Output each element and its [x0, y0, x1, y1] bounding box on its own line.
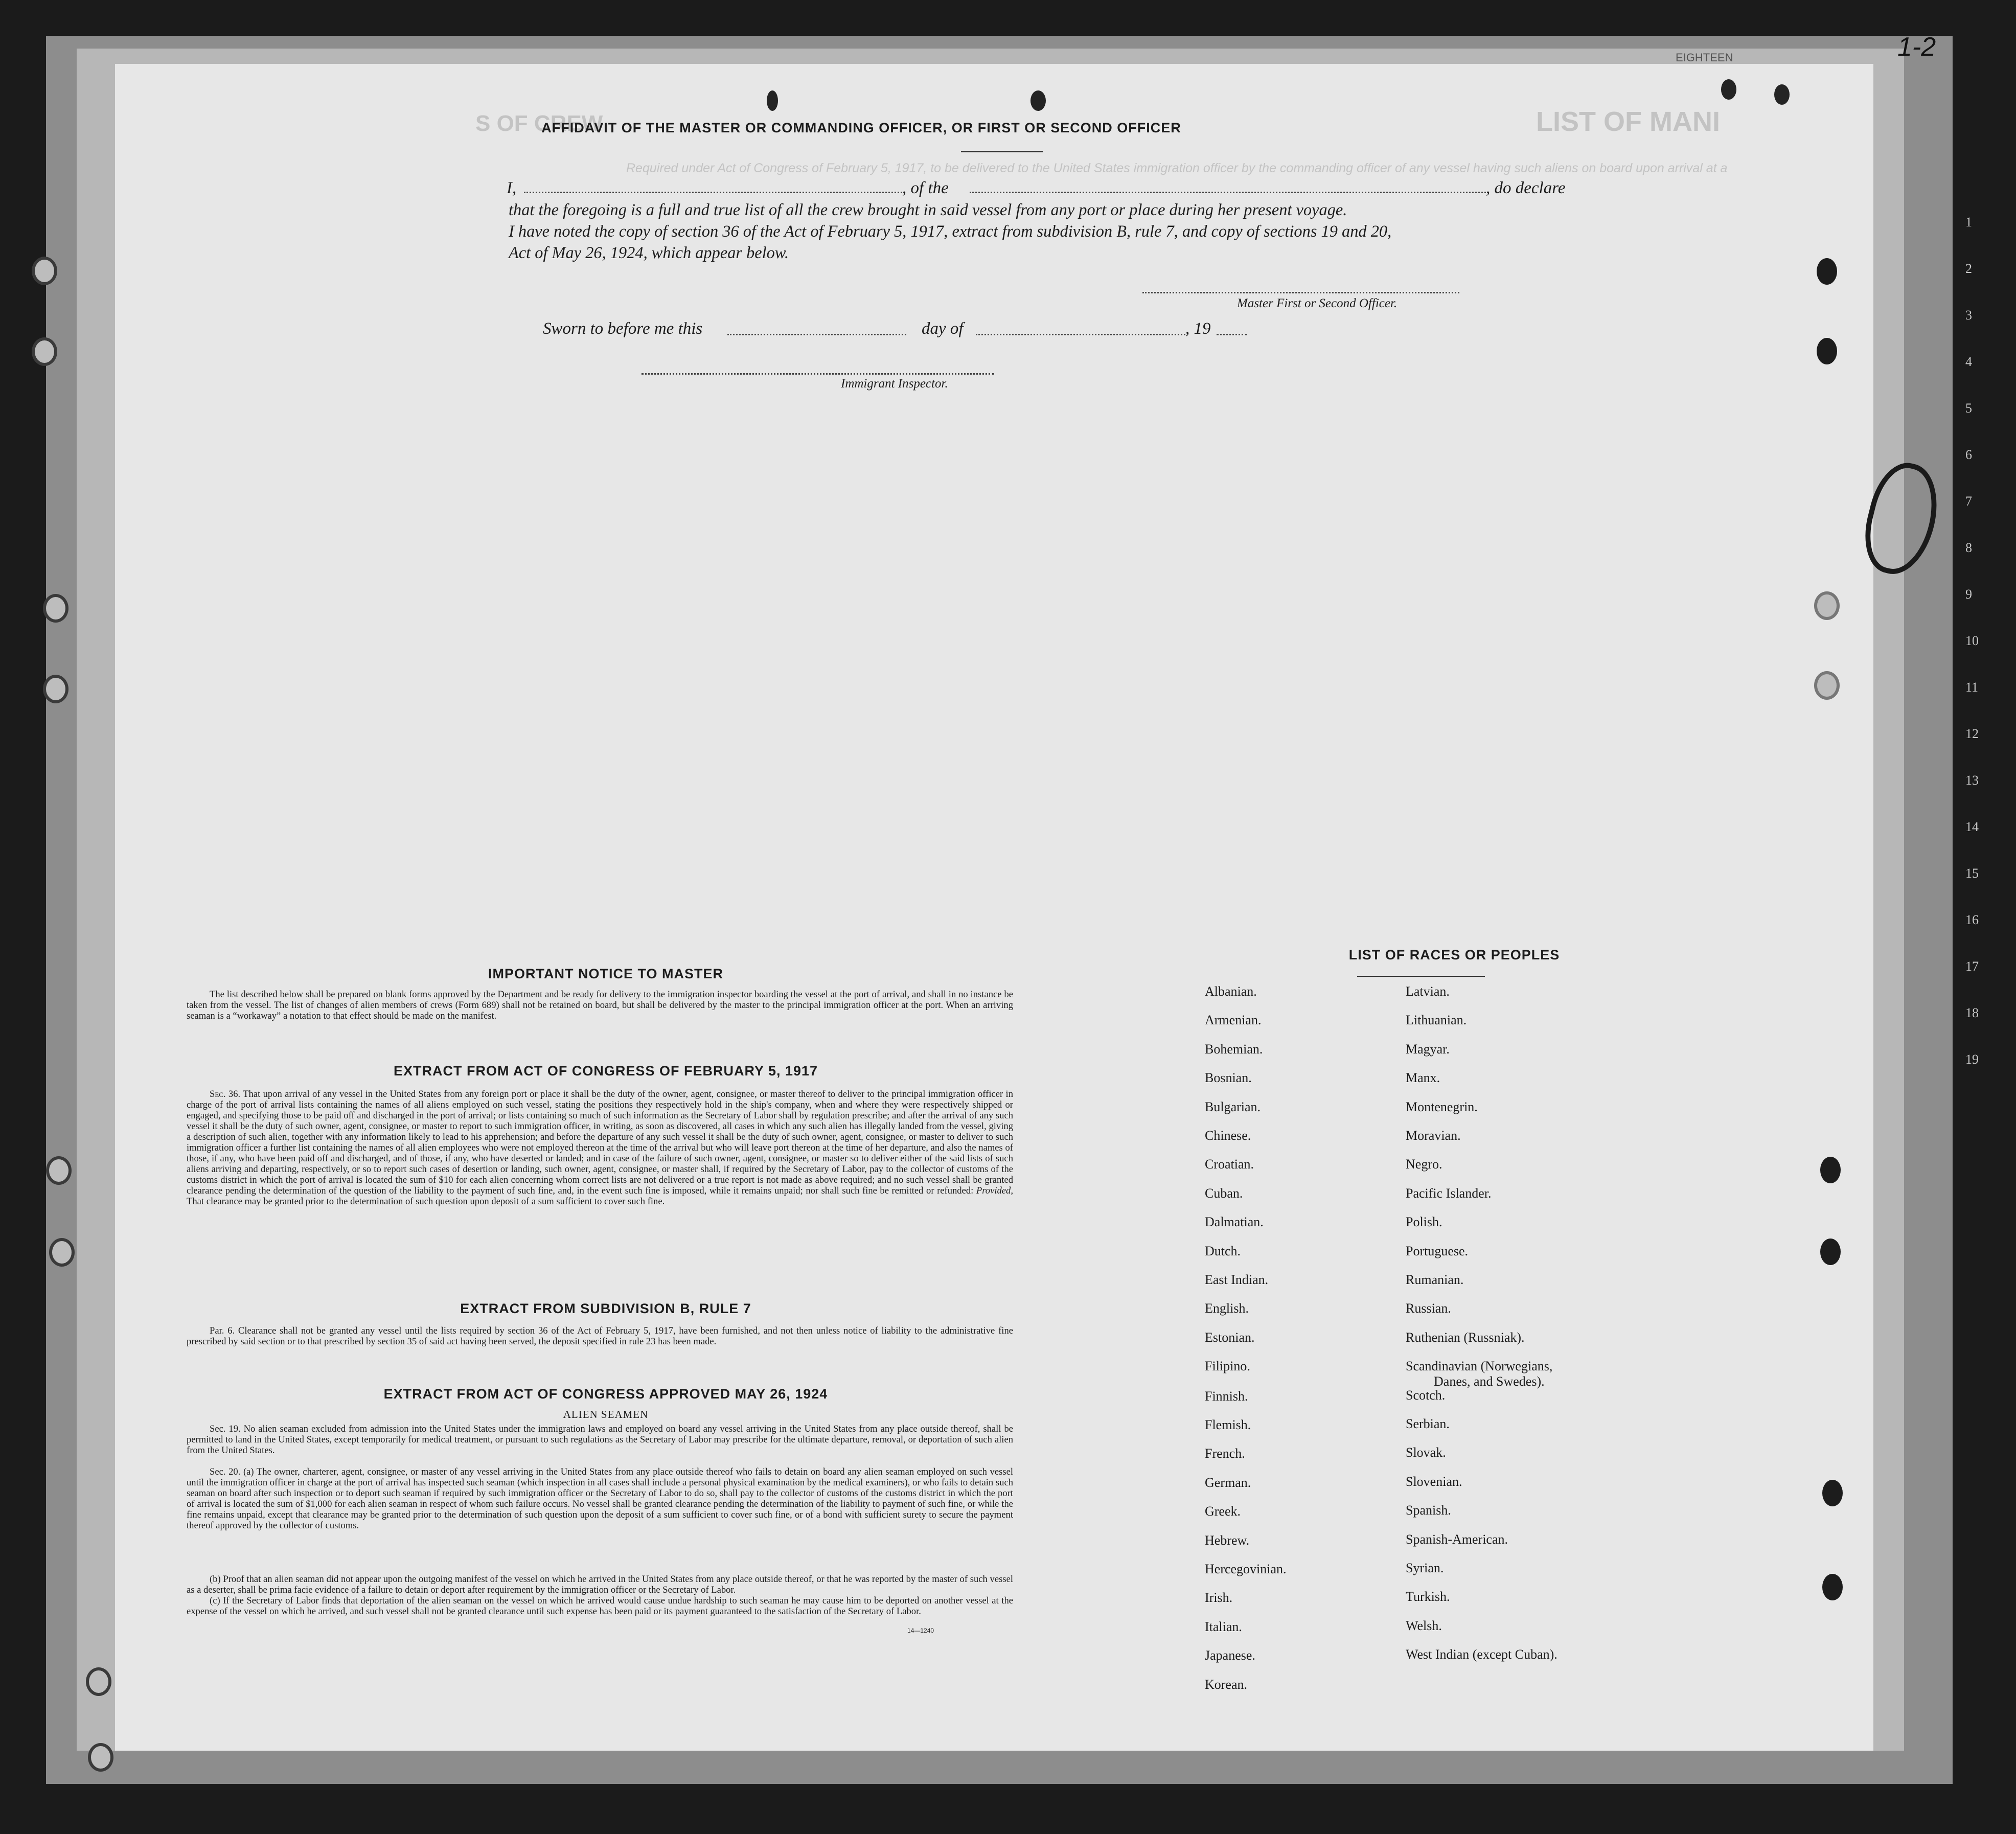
name-blank: [524, 192, 902, 193]
race-item: English.: [1205, 1301, 1249, 1316]
bleed-through-row-number: 17: [1965, 959, 1979, 974]
act-1924-sec-20a: Sec. 20. (a) The owner, charterer, agent, consignee, or master of any vessel arriving in the United States from any place outside thereof who fails to detain on board any alien seaman employed on such vessel until the immigration officer in charge at the port of arrival has inspected such seaman (which inspection in all cases shall include a personal physical examination by the medical examiners), or who fails to detain such seaman on board after such inspection or to deport such seaman if required by such immigration officer or the Secretary of Labor to do so, shall pay to the collector of customs of the customs district in which the port of arrival is located the sum of $1,000 for each alien seaman in respect of whom such failure occurs. No vessel shall be granted clearance pending the determination of the liability to payment of such fine, or while the fine remains unpaid, except that clearance may be granted prior to the determination of such question upon the deposit of a sum sufficient to cover such fine, or of a bond with sufficient surety to secure the payment thereof approved by the collector of customs.: [187, 1466, 1013, 1531]
punch-hole-icon: [1030, 90, 1046, 111]
binder-hole-icon: [46, 1156, 72, 1185]
bleed-through-row-number: 11: [1965, 680, 1979, 695]
race-item: Finnish.: [1205, 1388, 1248, 1404]
master-signature-label: Master First or Second Officer.: [1237, 296, 1398, 310]
race-item: Estonian.: [1205, 1329, 1255, 1345]
race-item: French.: [1205, 1446, 1245, 1461]
race-item: Polish.: [1406, 1214, 1442, 1230]
race-item: Greek.: [1205, 1504, 1241, 1519]
binder-hole-icon: [49, 1238, 75, 1267]
punch-hole-icon: [1814, 591, 1840, 620]
race-item: Rumanian.: [1406, 1272, 1464, 1287]
sworn-day-blank: [727, 334, 906, 335]
race-item: Albanian.: [1205, 984, 1257, 999]
sworn-month-blank: [976, 334, 1185, 335]
affidavit-title: AFFIDAVIT OF THE MASTER OR COMMANDING OFFICER, OR FIRST OR SECOND OFFICER: [541, 120, 1181, 135]
bleed-through-row-number: 8: [1965, 540, 1972, 555]
race-item: Hercegovinian.: [1205, 1562, 1287, 1576]
bleed-through-row-number: 4: [1965, 354, 1972, 369]
binder-hole-icon: [88, 1743, 113, 1772]
corner-note: 1-2: [1897, 32, 1936, 62]
affidavit-line-2: that the foregoing is a full and true list of all the crew brought in said vessel from any port or place during her present voyage.: [509, 201, 1347, 219]
bleed-through-row-number: 13: [1965, 773, 1979, 788]
bleed-through-row-number: 18: [1965, 1005, 1979, 1020]
race-item: Flemish.: [1205, 1417, 1251, 1432]
bleed-header-tag: EIGHTEEN: [1676, 51, 1733, 64]
race-item: Hebrew.: [1205, 1532, 1250, 1548]
bleed-through-row-number: 1: [1965, 215, 1972, 230]
race-item: Slovenian.: [1406, 1474, 1462, 1489]
race-item: Bulgarian.: [1205, 1099, 1261, 1114]
act-1924-sec-20c: (c) If the Secretary of Labor finds that deportation of the alien seaman on the vessel on which he arrived would cause undue hardship to such seaman he may cause him to be deported on another vessel at the expense of the vessel on which he arrived, and such vessel shall not be granted clearance until such expense has been paid or its payment guaranteed to the satisfaction of the Secretary of Labor.: [187, 1595, 1013, 1617]
race-item: Irish.: [1205, 1590, 1233, 1606]
punch-hole-icon: [1820, 1157, 1841, 1183]
race-item: Scotch.: [1406, 1387, 1446, 1403]
race-item: Chinese.: [1205, 1128, 1251, 1143]
race-item: Pacific Islander.: [1406, 1185, 1492, 1201]
affidavit-line-4: Act of May 26, 1924, which appear below.: [509, 244, 789, 262]
binder-hole-icon: [86, 1667, 111, 1696]
bleed-through-title: LIST OF MANI: [1536, 106, 1720, 137]
act-1917-body: That upon arrival of any vessel in the United States from any foreign port or place it shall be the duty of the owner, agent, consignee, or master thereof to deliver to the principal immigration officer in charge of the port of arrival lists containing the names of all aliens employed on such vessel, stating the positions they respectively hold in the ship's company, when and where they were respectively shipped or engaged, and specifying those to be paid off and discharged in the port of arrival; or lists containing so much of such information as the Secretary of Labor shall by regulation prescribe; and after the arrival of any such vessel it shall be the duty of such owner, agent, consignee, or master to report to such immigration officer, in writing, as soon as discovered, all cases in which any such alien has illegally landed from the vessel, giving a description of such alien, together with any information likely to lead to his apprehension; and before the departure of any such vessel it shall be the duty of such owner, agent, consignee, or master to deliver to such immigration officer a further list containing the names of all alien employees who were not employed thereon at the time of the arrival but who will leave port thereon at the time of her departure, and also the names of those, if any, who have been paid off and discharged, and of those, if any, who have deserted or landed; and in case of the failure of such owner, agent, consignee, or master so to deliver either of the said lists of such aliens arriving and departing, respectively, or so to report such cases of desertion or landing, such owner, agent, consignee, or master shall, if required by the Secretary of Labor, pay to the collector of customs of the customs district in which the port of arrival is located the sum of $10 for each alien concerning whom correct lists are not delivered or a true report is not made as above required; and no such vessel shall be granted clearance pending the determination of the question of the liability to the payment of such fine, and, in the event such fine is imposed, while it remains unpaid; nor shall such fine be remitted or refunded:: [187, 1089, 1014, 1196]
races-title-rule: [1357, 976, 1485, 977]
race-item: Dutch.: [1205, 1243, 1241, 1258]
act-1924-sec-19: Sec. 19. No alien seaman excluded from admission into the United States under the immigration laws and employed on board any vessel arriving in the United States from any place outside thereof, shall be permitted to land in the United States, except temporarily for medical treatment, or pursuant to such regulations as the Secretary of Labor may prescribe for the ultimate departure, removal, or deportation of such alien from the United States.: [187, 1424, 1013, 1456]
race-item: Syrian.: [1406, 1561, 1444, 1575]
race-item: West Indian (except Cuban).: [1406, 1647, 1557, 1662]
act-1917-section: Sec. 36.: [210, 1089, 241, 1099]
binder-hole-icon: [32, 337, 57, 366]
bleed-through-row-number: 5: [1965, 401, 1972, 416]
act-1917-provided: Provided,: [976, 1185, 1013, 1196]
race-item: Korean.: [1205, 1677, 1248, 1692]
act-1924-title: EXTRACT FROM ACT OF CONGRESS APPROVED MAY 26, 1924: [383, 1386, 828, 1402]
punch-hole-icon: [1820, 1239, 1841, 1265]
punch-hole-icon: [1774, 84, 1790, 105]
races-title: LIST OF RACES OR PEOPLES: [1348, 947, 1560, 962]
sworn-label: Sworn to before me this: [543, 319, 703, 338]
act-1917-text: [187, 1089, 1013, 1207]
year-label: , 19: [1185, 319, 1211, 338]
bleed-through-row-number: 9: [1965, 587, 1972, 602]
race-item: Slovak.: [1406, 1445, 1446, 1460]
race-item: Russian.: [1406, 1301, 1451, 1316]
act-1917-body-end: That clearance may be granted prior to the determination of such question upon deposit of a sum sufficient to cover such fine.: [187, 1196, 665, 1207]
race-item: Manx.: [1406, 1070, 1440, 1086]
bleed-through-row-number: 12: [1965, 726, 1979, 741]
affidavit-line-3: I have noted the copy of section 36 of the Act of February 5, 1917, extract from subdivision B, rule 7, and copy of sections 19 and 20,: [509, 222, 1392, 241]
punch-hole-icon: [767, 90, 778, 111]
binder-hole-icon: [32, 257, 57, 285]
inspector-signature-label: Immigrant Inspector.: [841, 377, 948, 391]
bleed-through-row-number: 3: [1965, 308, 1972, 323]
race-item: Bohemian.: [1205, 1041, 1263, 1057]
punch-hole-icon: [1822, 1480, 1843, 1506]
race-item: Cuban.: [1205, 1185, 1243, 1201]
race-item: Bosnian.: [1205, 1070, 1252, 1086]
race-item: Spanish.: [1406, 1503, 1451, 1518]
bleed-through-row-number: 2: [1965, 261, 1972, 276]
race-item: Filipino.: [1205, 1359, 1250, 1374]
race-item: Dalmatian.: [1205, 1214, 1264, 1230]
race-item: Serbian.: [1406, 1416, 1450, 1431]
race-item: Spanish-American.: [1406, 1531, 1508, 1547]
race-item: Latvian.: [1406, 984, 1450, 999]
race-item: Turkish.: [1406, 1589, 1450, 1604]
affidavit-i: I,: [507, 179, 517, 197]
punch-hole-icon: [1822, 1574, 1843, 1600]
race-item: Italian.: [1205, 1619, 1242, 1634]
race-item: German.: [1205, 1475, 1251, 1490]
act-1924-subtitle: ALIEN SEAMEN: [563, 1408, 649, 1420]
race-item: Scandinavian (Norwegians,: [1406, 1359, 1553, 1374]
act-1924-sec-20b: (b) Proof that an alien seaman did not appear upon the outgoing manifest of the vessel on which he arrived in the United States from any place outside thereof, or that he was reported by the master of such vessel as a deserter, shall be prima facie evidence of a failure to detain or deport after requirement by the immigration officer or the Secretary of Labor.: [187, 1574, 1013, 1595]
bleed-through-title-2: S OF CREW: [475, 111, 603, 136]
bleed-through-row-number: 19: [1965, 1052, 1979, 1067]
race-item: Danes, and Swedes).: [1434, 1374, 1545, 1389]
affidavit-title-rule: [961, 151, 1043, 152]
act-1917-title: EXTRACT FROM ACT OF CONGRESS OF FEBRUARY 5, 1917: [393, 1063, 818, 1079]
race-item: Lithuanian.: [1406, 1013, 1467, 1028]
race-item: Moravian.: [1406, 1128, 1461, 1143]
bleed-through-subtitle: Required under Act of Congress of February 5, 1917, to be delivered to the United States immigration officer by the commanding officer of any vessel having such aliens on board upon arrival at a: [626, 161, 1728, 175]
race-item: Ruthenian (Russniak).: [1406, 1329, 1525, 1345]
sworn-year-blank: [1217, 334, 1247, 335]
master-signature-blank: [1142, 292, 1459, 293]
race-item: Armenian.: [1205, 1013, 1262, 1028]
punch-hole-icon: [1817, 258, 1837, 285]
bleed-through-row-number: 10: [1965, 633, 1979, 648]
bleed-through-row-number: 16: [1965, 912, 1979, 927]
affidavit-of-the: , of the: [902, 179, 949, 197]
race-item: Japanese.: [1205, 1648, 1255, 1663]
punch-hole-icon: [1814, 671, 1840, 700]
day-of-label: day of: [922, 319, 964, 338]
notice-text: The list described below shall be prepared on blank forms approved by the Department and be ready for delivery to the immigration inspector boarding the vessel at the port of arrival, and shall in no instance be taken from the vessel. The list of changes of alien members of crews (Form 689) shall not be retained on board, but shall be delivered by the master to the principal immigration officer at the port. When an arriving seaman is a “workaway” a notation to that effect should be made on the manifest.: [187, 989, 1013, 1021]
race-item: Montenegrin.: [1406, 1099, 1478, 1114]
rule-7-title: EXTRACT FROM SUBDIVISION B, RULE 7: [460, 1301, 751, 1316]
vessel-blank: [970, 192, 1486, 193]
notice-title: IMPORTANT NOTICE TO MASTER: [488, 966, 723, 981]
race-item: Magyar.: [1406, 1041, 1450, 1057]
race-item: Croatian.: [1205, 1157, 1254, 1172]
affidavit-page: [115, 64, 1979, 1751]
binder-hole-icon: [43, 675, 68, 703]
binder-hole-icon: [43, 594, 68, 623]
bleed-through-row-number: 14: [1965, 819, 1979, 834]
inspector-signature-blank: [642, 373, 994, 375]
bleed-through-row-number: 15: [1965, 866, 1979, 881]
rule-7-text: Par. 6. Clearance shall not be granted any vessel until the lists required by section 36 of the Act of February 5, 1917, have been furnished, and not then unless notice of liability to the administrative fine prescribed by said section or to that prescribed by section 35 of said act having been served, the deposit specified in rule 23 has been made.: [187, 1325, 1013, 1347]
bleed-through-row-number: 6: [1965, 447, 1972, 462]
punch-hole-icon: [1721, 79, 1736, 100]
form-number: 14—1240: [907, 1627, 934, 1634]
race-item: East Indian.: [1205, 1272, 1269, 1287]
race-item: Negro.: [1406, 1157, 1442, 1172]
race-item: Portuguese.: [1406, 1243, 1469, 1258]
affidavit-declare: , do declare: [1486, 179, 1566, 197]
bleed-through-row-number: 7: [1965, 494, 1972, 509]
race-item: Welsh.: [1406, 1618, 1442, 1633]
punch-hole-icon: [1817, 338, 1837, 364]
